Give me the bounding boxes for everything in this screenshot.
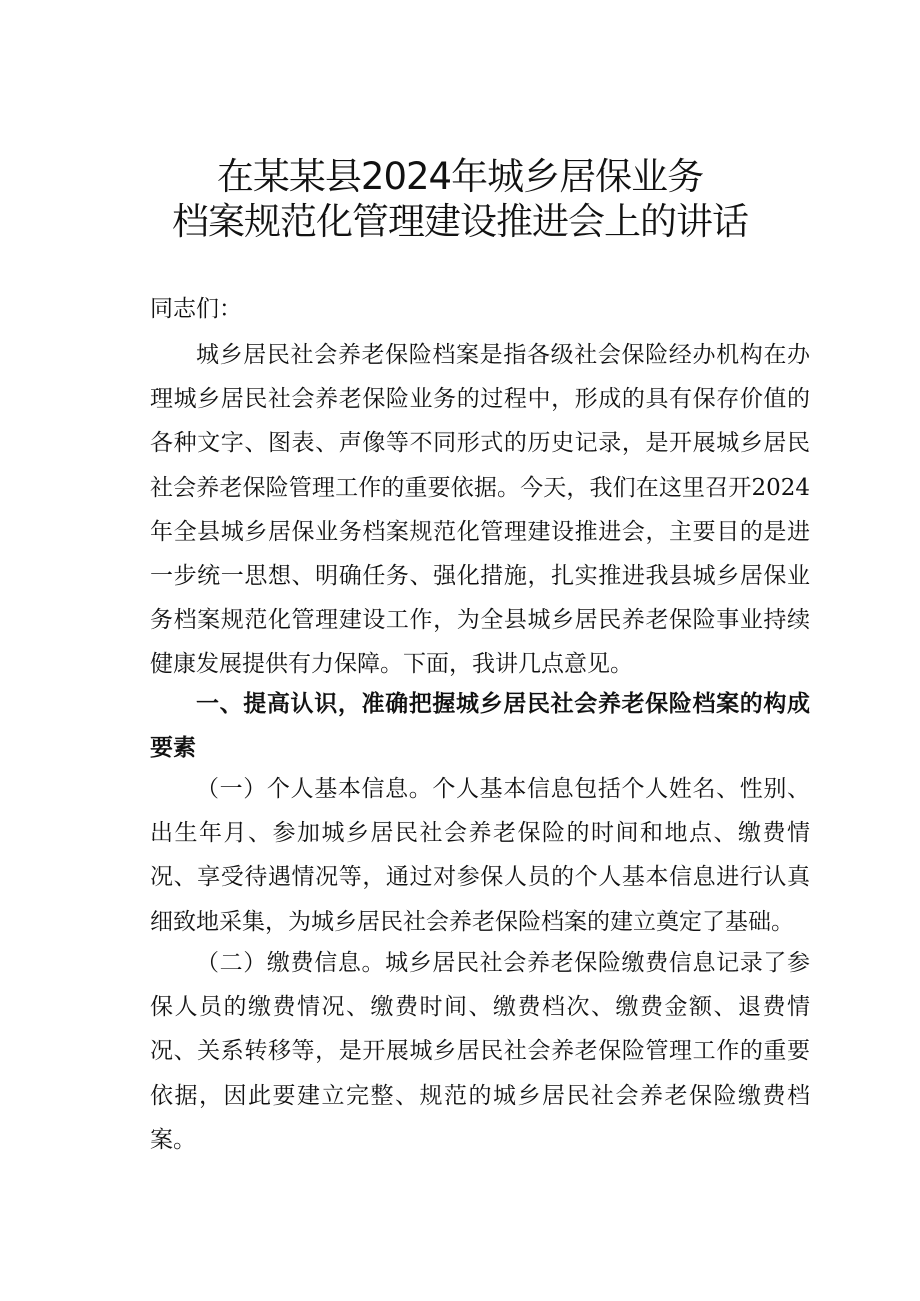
document-title-line-1: 在某某县2024年城乡居保业务: [216, 155, 704, 198]
salutation: 同志们：: [150, 296, 242, 322]
item-paragraph-1: （一）个人基本信息。个人基本信息包括个人姓名、性别、出生年月、参加城乡居民社会养老保险的时间和地点、缴费情况、享受待遇情况等，通过对参保人员的个人基本信息进行认真细致地采集，为城乡居民社会养老保险档案的建立奠定了基础。: [150, 776, 810, 935]
item-paragraph-2: （二）缴费信息。城乡居民社会养老保险缴费信息记录了参保人员的缴费情况、缴费时间、缴费档次、缴费金额、退费情况、关系转移等，是开展城乡居民社会养老保险管理工作的重要依据，因此要建立完整、规范的城乡居民社会养老保险缴费档案。: [150, 950, 810, 1153]
section-heading-1: 一、提高认识，准确把握城乡居民社会养老保险档案的构成要素: [150, 691, 810, 761]
intro-paragraph: 城乡居民社会养老保险档案是指各级社会保险经办机构在办理城乡居民社会养老保险业务的过程中，形成的具有保存价值的各种文字、图表、声像等不同形式的历史记录，是开展城乡居民社会养老保险管理工作的重要依据。今天，我们在这里召开2024年全县城乡居保业务档案规范化管理建设推进会，主要目的是进一步统一思想、明确任务、强化措施，扎实推进我县城乡居保业务档案规范化管理建设工作，为全县城乡居民养老保险事业持续健康发展提供有力保障。下面，我讲几点意见。: [150, 342, 810, 678]
document-title-line-2: 档案规范化管理建设推进会上的讲话: [172, 200, 748, 243]
